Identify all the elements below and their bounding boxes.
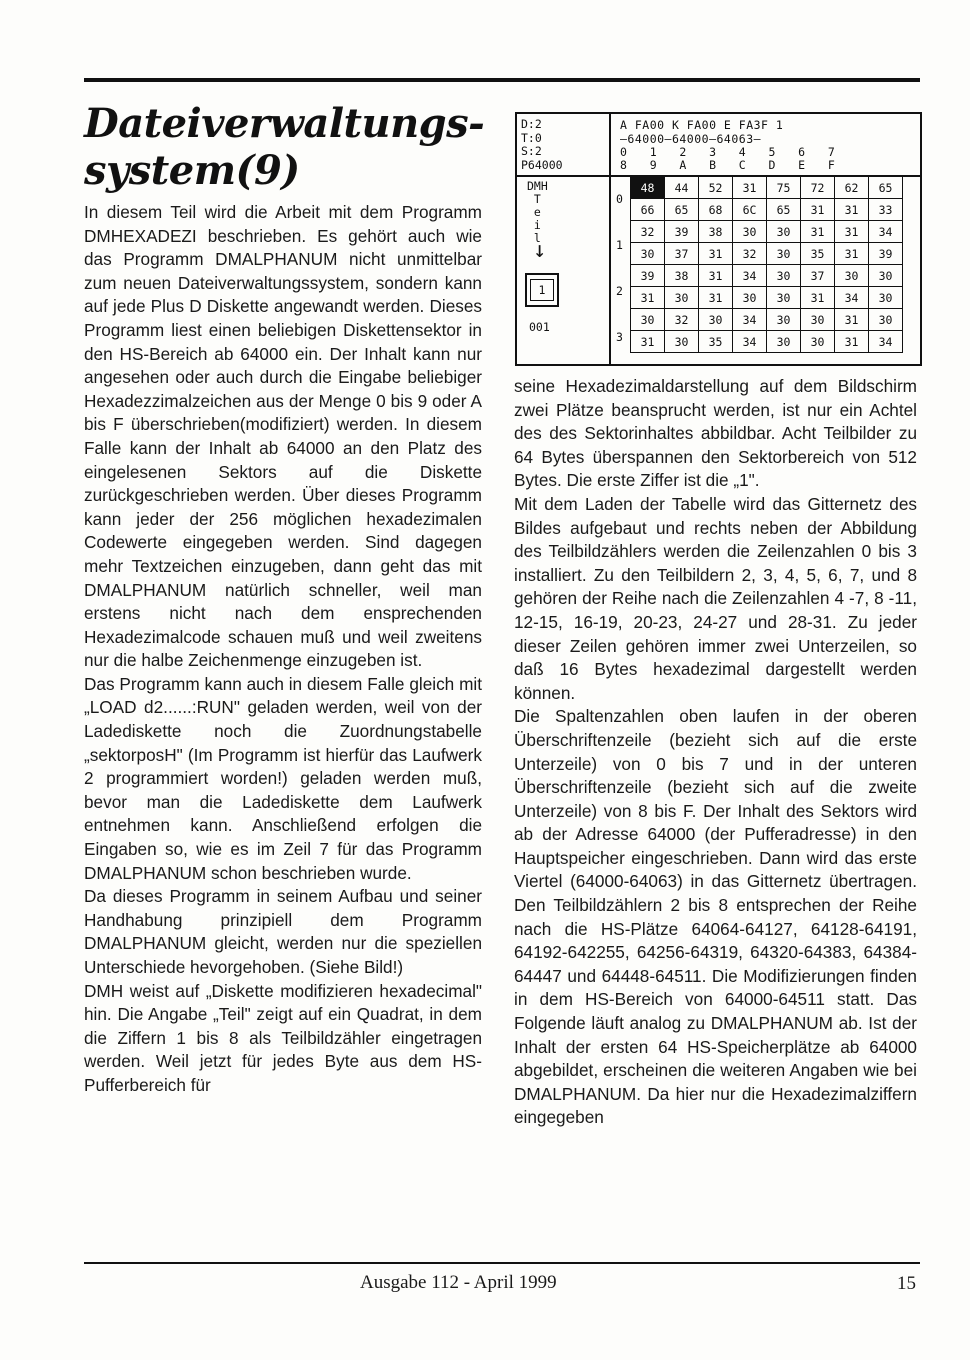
- hex-cell[interactable]: 31: [835, 309, 869, 331]
- paragraph: seine Hexadezimaldarstellung auf dem Bildschirm zwei Plätze beansprucht werden, ist nur ein Achtel des des Sektorinhaltes abbildbar. Acht Teilbilder zu 64 Bytes überspannen den Sektorbereich von 512 Bytes. Die erste Ziffer ist die „1".: [514, 376, 917, 491]
- hex-cell[interactable]: 33: [869, 199, 903, 221]
- hex-cell[interactable]: 31: [835, 221, 869, 243]
- hex-cell[interactable]: 30: [767, 265, 801, 287]
- hex-cell[interactable]: 31: [835, 243, 869, 265]
- hex-grid: [630, 176, 903, 353]
- hex-cell[interactable]: 30: [733, 287, 767, 309]
- hex-cell[interactable]: 30: [665, 287, 699, 309]
- hex-row: [631, 199, 903, 221]
- hex-cell[interactable]: 62: [835, 177, 869, 199]
- hex-cell[interactable]: 31: [699, 243, 733, 265]
- part-counter-box: [525, 273, 559, 307]
- hex-cell[interactable]: 34: [733, 331, 767, 353]
- paragraph: Da dieses Programm in seinem Aufbau und seiner Handhabung prinzipiell dem Programm DMALPHANUM gleicht, werden nur die speziellen Unterschiede hevorgehoben. (Siehe Bild!): [84, 886, 482, 977]
- column-header-top: 0 1 2 3 4 5 6 7: [620, 145, 836, 159]
- hex-cell[interactable]: 65: [665, 199, 699, 221]
- hex-cell[interactable]: 30: [733, 221, 767, 243]
- hex-row: [631, 309, 903, 331]
- hex-cell[interactable]: 72: [801, 177, 835, 199]
- hex-cell[interactable]: 68: [699, 199, 733, 221]
- hex-cell[interactable]: 31: [835, 199, 869, 221]
- hex-cell[interactable]: 35: [699, 331, 733, 353]
- hex-cell[interactable]: 35: [801, 243, 835, 265]
- hex-cell[interactable]: 34: [869, 221, 903, 243]
- row-number: 2: [616, 284, 623, 298]
- hex-cell[interactable]: 6C: [733, 199, 767, 221]
- hex-cell[interactable]: 30: [767, 287, 801, 309]
- hex-cell[interactable]: 65: [767, 199, 801, 221]
- hex-cell[interactable]: 34: [869, 331, 903, 353]
- hex-cell[interactable]: 75: [767, 177, 801, 199]
- bottom-rule: [84, 1262, 920, 1264]
- hex-cell[interactable]: 30: [767, 243, 801, 265]
- paragraph: Die Spaltenzahlen oben laufen in der oberen Überschriftenzeile (bezieht sich auf die erste Unterzeile) von 0 bis 7 und in der unteren Überschriftenzeile (bezieht sich auf die zweite Unterzeile) von 8 bis F. Der Inhalt des Sektors wird ab der Adresse 64000 (der Pufferadresse) in den Hauptspeicher eingeschrieben. Dann wird das erste Viertel (64000-64063) in das Gitternetz übertragen. Den Teilbildzählern 2 bis 8 entsprechen der Reihe nach die HS-Plätze 64064-64127, 64128-64191, 64192-642255, 64256-64319, 64320-64383, 64384-64447 und 64448-64511. Die Modifizierungen finden in dem HS-Bereich von 64000-64511 statt. Das Folgende läuft analog zu DMALPHANUM ab. Ist der Inhalt der ersten 64 HS-Speicherplätze ab 64000 abgebildet, erscheinen die weiteren Angaben wie bei DMALPHANUM. Da hier nur die Hexadezimalziffern eingegeben: [514, 706, 917, 1128]
- row-number: 0: [616, 192, 623, 206]
- sector-number: 001: [529, 320, 550, 334]
- screen-divider-vertical: [609, 114, 611, 364]
- row-number: 1: [616, 238, 623, 252]
- hex-cell[interactable]: 31: [699, 287, 733, 309]
- hex-cell[interactable]: 31: [801, 287, 835, 309]
- hex-cell[interactable]: 52: [699, 177, 733, 199]
- hex-cell[interactable]: 30: [801, 331, 835, 353]
- hex-cell[interactable]: 37: [801, 265, 835, 287]
- address-range-line: —64000—64000—64063—: [620, 132, 762, 146]
- hex-cell[interactable]: 32: [631, 221, 665, 243]
- part-counter: 1: [530, 279, 554, 301]
- hex-cell[interactable]: 38: [665, 265, 699, 287]
- article-title: [84, 100, 504, 194]
- hex-cell[interactable]: 44: [665, 177, 699, 199]
- hex-cell[interactable]: 65: [869, 177, 903, 199]
- hex-cell[interactable]: 30: [767, 221, 801, 243]
- down-arrow-icon: ↓: [533, 238, 547, 263]
- hex-row: [631, 243, 903, 265]
- hex-cell[interactable]: 32: [733, 243, 767, 265]
- hex-row: [631, 265, 903, 287]
- issue-label: Ausgabe 112 - April 1999: [360, 1272, 557, 1293]
- hex-cell[interactable]: 31: [699, 265, 733, 287]
- hex-cell[interactable]: 30: [801, 309, 835, 331]
- drive-status: D:2 T:0 S:2 P64000: [521, 117, 563, 172]
- hex-cell[interactable]: 30: [631, 243, 665, 265]
- hex-cell[interactable]: 30: [869, 309, 903, 331]
- article-title-text: Dateiverwaltungs-system(9): [84, 100, 485, 194]
- hex-cell[interactable]: 31: [801, 221, 835, 243]
- paragraph: Mit dem Laden der Tabelle wird das Gitternetz des Bildes aufgebaut und rechts neben der Abbildung des Teilbildzählers werden die Zeilenzahlen 0 bis 3 installiert. Zu den Teilbildern 2, 3, 4, 5, 6, 7, und 8 gehören der Reihe nach die Zeilenzahlen 4 -7, 8 -11, 12-15, 16-19, 20-23, 24-27 und 28-31. Zu jeder dieser Zeilen gehören immer zwei Unterzeilen, so daß 16 Bytes hexadezimal dargestellt werden können.: [514, 493, 917, 703]
- hex-cell[interactable]: 30: [699, 309, 733, 331]
- paragraph: In diesem Teil wird die Arbeit mit dem Programm DMHEXADEZI beschrieben. Es gehört auch wie das Programm DMALPHANUM nicht unmittelbar zum neuen Dateiverwaltungssystem, sondern kann auf jede Plus D Diskette angewandt werden. Dieses Programm liest einen beliebigen Diskettensektor in den HS-Bereich ab 64000 ein. Der Inhalt kann nur angesehen oder auch durch die Eingabe beliebiger Hexadezzimalzeichen aus der Menge 0 bis 9 oder A bis F überschrieben(modifiziert) werden. In diesem Falle kann der Inhalt ab 64000 an den Platz des eingelesenen Sektors auf die Diskette zurückgeschrieben werden. Über dieses Programm kann jeder der 256 möglichen hexadezimalen Codewerte eingegeben werden. Sind dagegen mehr Textzeichen einzugeben, dann geht das mit DMALPHANUM natürlich schneller, weil man erstens nicht nach dem ensprechenden Hexadezimalcode schauen muß und weil zweitens nur die halbe Zeichenmenge einzugeben ist.: [84, 202, 482, 671]
- paragraph: DMH weist auf „Diskette modifizieren hexadecimal" hin. Die Angabe „Teil" zeigt auf ein Quadrat, in dem die Ziffern 1 bis 8 als Teilbildzähler eingetragen werden. Weil jetzt für jedes Byte aus dem HS-Pufferbereich für: [84, 980, 482, 1095]
- hex-cell[interactable]: 66: [631, 199, 665, 221]
- hex-cell[interactable]: 39: [631, 265, 665, 287]
- dmh-teil-label: DMH T e i l: [527, 179, 548, 245]
- hex-row: [631, 177, 903, 199]
- hex-row: [631, 287, 903, 309]
- hex-cell[interactable]: 31: [835, 331, 869, 353]
- hex-cell[interactable]: 37: [665, 243, 699, 265]
- hex-cell[interactable]: 31: [631, 331, 665, 353]
- left-column: [84, 201, 482, 1098]
- hex-row: [631, 221, 903, 243]
- paragraph: Das Programm kann auch in diesem Falle gleich mit „LOAD d2......:RUN" geladen werden, weil von der Ladediskette noch die Zuordnungstabelle „sektorposH" (Im Programm ist hierfür das Laufwerk 2 programmiert worden!) geladen werden muß, bevor man die Ladediskette dem Laufwerk entnehmen kann. Anschließend erfolgen die Eingaben so, wie es im Zeil 7 für das Programm DMALPHANUM schon beschrieben wurde.: [84, 673, 482, 883]
- hex-cell[interactable]: 31: [733, 177, 767, 199]
- program-screenshot: [515, 112, 922, 366]
- hex-cell[interactable]: 48: [631, 177, 665, 199]
- row-number: 3: [616, 330, 623, 344]
- column-header-bottom: 8 9 A B C D E F: [620, 158, 836, 172]
- hex-cell[interactable]: 34: [733, 309, 767, 331]
- hex-row: [631, 331, 903, 353]
- hex-cell[interactable]: 39: [869, 243, 903, 265]
- hex-cell[interactable]: 30: [631, 309, 665, 331]
- hex-cell[interactable]: 31: [631, 287, 665, 309]
- address-line: A FA00 K FA00 E FA3F 1: [620, 118, 784, 132]
- hex-cell[interactable]: 30: [869, 287, 903, 309]
- right-column: [514, 375, 917, 1130]
- hex-cell[interactable]: 38: [699, 221, 733, 243]
- hex-cell[interactable]: 39: [665, 221, 699, 243]
- hex-cell[interactable]: 30: [869, 265, 903, 287]
- hex-cell[interactable]: 30: [767, 309, 801, 331]
- hex-cell[interactable]: 34: [733, 265, 767, 287]
- hex-cell[interactable]: 32: [665, 309, 699, 331]
- page-number: 15: [897, 1273, 916, 1294]
- hex-cell[interactable]: 31: [801, 199, 835, 221]
- hex-cell[interactable]: 30: [767, 331, 801, 353]
- top-rule: [84, 78, 920, 82]
- hex-cell[interactable]: 30: [665, 331, 699, 353]
- hex-cell[interactable]: 30: [835, 265, 869, 287]
- hex-cell[interactable]: 34: [835, 287, 869, 309]
